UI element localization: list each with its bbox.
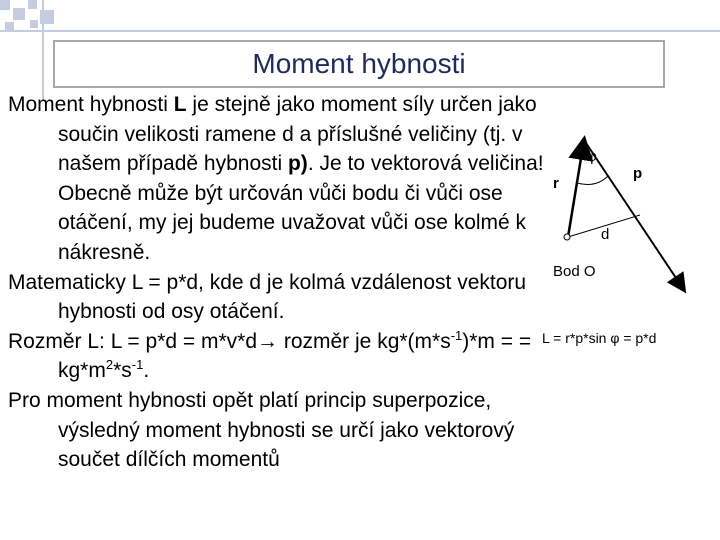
decor-line bbox=[42, 0, 44, 100]
label-phi: φ bbox=[587, 148, 597, 165]
decor-line bbox=[0, 30, 720, 32]
text-run: Rozměr L: L = p*d = m*v*d→ rozměr je kg*(m*s bbox=[8, 329, 451, 353]
paragraph-superposition: Pro moment hybnosti opět platí princip superpozice, výsledný moment hybnosti se určí jako vektorový součet dílčích momentů bbox=[8, 388, 515, 472]
text-run: . Je to vektorová veličina! Obecně může být určován vůči bodu či vůči ose otáčení, my jej budeme uvažovat vůči ose kolmé k nákresně. bbox=[58, 152, 544, 264]
superscript: -1 bbox=[450, 327, 463, 343]
label-p: p bbox=[633, 165, 643, 182]
label-d: d bbox=[601, 226, 610, 243]
decor-square bbox=[0, 0, 10, 10]
paragraph-dimension bbox=[8, 327, 548, 386]
text-bold: L bbox=[173, 93, 187, 116]
point-o bbox=[564, 234, 570, 240]
decor-square bbox=[13, 8, 25, 20]
decor-square bbox=[28, 0, 37, 9]
superscript: -1 bbox=[131, 357, 144, 373]
text-run: )*m = = kg*m bbox=[58, 329, 532, 383]
title-box bbox=[53, 40, 665, 88]
label-point-o: Bod O bbox=[553, 263, 596, 280]
angular-momentum-formula: L = r*p*sin φ = p*d bbox=[542, 330, 657, 346]
lever-arm-r bbox=[568, 140, 584, 237]
text-run: Moment hybnosti bbox=[8, 93, 174, 116]
paragraph-definition bbox=[8, 90, 548, 268]
superscript: 2 bbox=[105, 357, 114, 373]
label-r: r bbox=[553, 175, 559, 192]
momentum-vector-p bbox=[584, 140, 684, 290]
slide-title: Moment hybnosti bbox=[252, 48, 466, 79]
decor-square bbox=[30, 20, 38, 28]
text-run: je stejně jako moment síly určen jako součin velikosti ramene d a příslušné veličiny (tj. v našem případě hybnosti bbox=[58, 93, 537, 176]
text-run: . bbox=[143, 359, 150, 383]
text-bold: p) bbox=[287, 152, 308, 176]
body-text bbox=[8, 90, 548, 475]
text-run: *s bbox=[113, 359, 132, 383]
paragraph-formula: Matematicky L = p*d, kde d je kolmá vzdálenost vektoru hybnosti od osy otáčení. bbox=[8, 270, 527, 324]
angle-arc bbox=[577, 176, 608, 184]
